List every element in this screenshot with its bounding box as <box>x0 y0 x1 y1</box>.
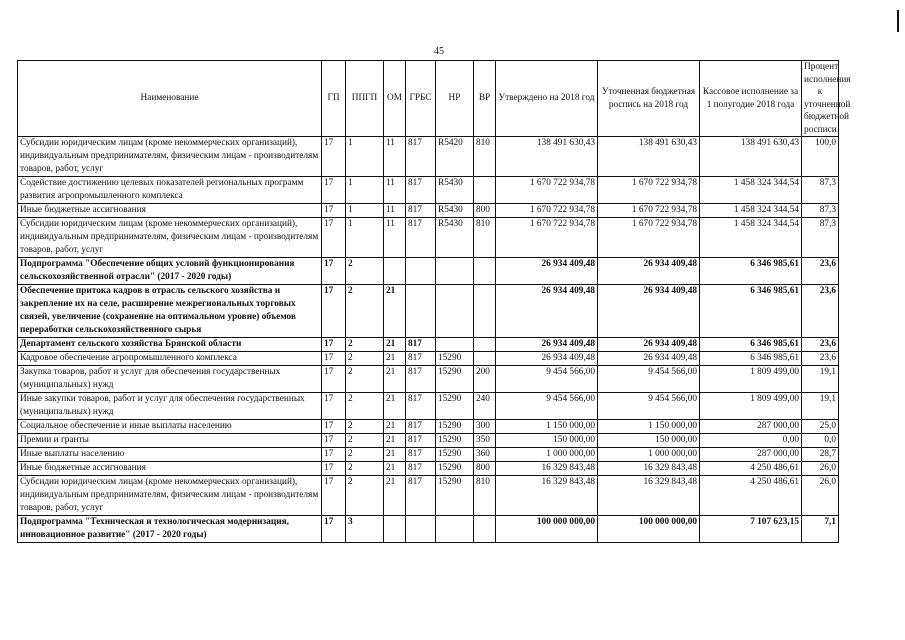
row-gp: 17 <box>322 204 346 218</box>
row-refined: 26 934 409,48 <box>598 285 700 338</box>
row-cash: 6 346 985,61 <box>700 285 802 338</box>
row-ppgp: 2 <box>346 476 384 516</box>
row-name: Иные бюджетные ассигнования <box>18 462 322 476</box>
row-om: 21 <box>384 338 406 352</box>
table-row <box>18 137 839 177</box>
row-percent: 23,6 <box>802 258 839 285</box>
row-gp: 17 <box>322 338 346 352</box>
table-row <box>18 476 839 516</box>
row-nr: R5430 <box>436 204 474 218</box>
row-grbs: 817 <box>406 204 436 218</box>
row-gp: 17 <box>322 137 346 177</box>
header-refined: Уточненная бюджетная роспись на 2018 год <box>598 61 700 137</box>
row-nr: 15290 <box>436 420 474 434</box>
row-gp: 17 <box>322 434 346 448</box>
row-grbs <box>406 258 436 285</box>
row-ppgp: 2 <box>346 352 384 366</box>
row-om: 21 <box>384 366 406 393</box>
row-percent: 23,6 <box>802 352 839 366</box>
row-approved: 150 000,00 <box>496 434 598 448</box>
row-cash: 1 458 324 344,54 <box>700 177 802 204</box>
row-om: 11 <box>384 204 406 218</box>
row-vr: 800 <box>474 204 496 218</box>
row-om: 21 <box>384 285 406 338</box>
row-approved: 138 491 630,43 <box>496 137 598 177</box>
row-gp: 17 <box>322 516 346 543</box>
row-vr: 300 <box>474 420 496 434</box>
row-vr <box>474 285 496 338</box>
page-edge-mark <box>897 10 899 32</box>
row-approved: 1 150 000,00 <box>496 420 598 434</box>
row-percent: 26,0 <box>802 476 839 516</box>
row-gp: 17 <box>322 366 346 393</box>
row-percent: 19,1 <box>802 366 839 393</box>
row-approved: 9 454 566,00 <box>496 366 598 393</box>
row-ppgp: 2 <box>346 448 384 462</box>
row-refined: 9 454 566,00 <box>598 366 700 393</box>
row-om: 11 <box>384 177 406 204</box>
table-row <box>18 338 839 352</box>
row-vr <box>474 516 496 543</box>
row-approved: 1 670 722 934,78 <box>496 204 598 218</box>
row-percent: 25,0 <box>802 420 839 434</box>
row-approved: 26 934 409,48 <box>496 338 598 352</box>
row-nr: 15290 <box>436 352 474 366</box>
row-cash: 6 346 985,61 <box>700 338 802 352</box>
row-percent: 19,1 <box>802 393 839 420</box>
row-cash: 1 809 499,00 <box>700 366 802 393</box>
row-ppgp: 2 <box>346 366 384 393</box>
row-gp: 17 <box>322 285 346 338</box>
row-vr: 200 <box>474 366 496 393</box>
row-grbs: 817 <box>406 462 436 476</box>
row-percent: 7,1 <box>802 516 839 543</box>
row-nr <box>436 285 474 338</box>
row-ppgp: 2 <box>346 393 384 420</box>
row-name: Закупка товаров, работ и услуг для обеспечения государственных (муниципальных) нужд <box>18 366 322 393</box>
row-om: 11 <box>384 137 406 177</box>
row-nr: R5420 <box>436 137 474 177</box>
row-om: 21 <box>384 448 406 462</box>
table-row <box>18 177 839 204</box>
row-name: Содействие достижению целевых показателей региональных программ развития агропромышленного комплекса <box>18 177 322 204</box>
row-percent: 87,3 <box>802 218 839 258</box>
row-om: 11 <box>384 218 406 258</box>
row-gp: 17 <box>322 258 346 285</box>
row-cash: 6 346 985,61 <box>700 258 802 285</box>
row-cash: 287 000,00 <box>700 448 802 462</box>
row-vr <box>474 338 496 352</box>
row-name: Обеспечение притока кадров в отрасль сельского хозяйства и закрепление их на селе, расширение межрегиональных торговых связей, увеличение (сохранение на оптимальном уровне) объемов переработки сельскохозяйственного сырья <box>18 285 322 338</box>
row-approved: 1 000 000,00 <box>496 448 598 462</box>
row-approved: 26 934 409,48 <box>496 258 598 285</box>
row-gp: 17 <box>322 476 346 516</box>
table-header-row <box>18 61 839 137</box>
row-approved: 1 670 722 934,78 <box>496 177 598 204</box>
header-cash: Кассовое исполнение за 1 полугодие 2018 года <box>700 61 802 137</box>
row-om: 21 <box>384 352 406 366</box>
row-name: Премии и гранты <box>18 434 322 448</box>
row-vr: 810 <box>474 218 496 258</box>
row-vr: 350 <box>474 434 496 448</box>
row-grbs: 817 <box>406 338 436 352</box>
header-vr: ВР <box>474 61 496 137</box>
row-name: Подпрограмма "Обеспечение общих условий функционирования сельскохозяйственной отрасли" (2017 - 2020 годы) <box>18 258 322 285</box>
row-refined: 1 150 000,00 <box>598 420 700 434</box>
header-ppgp: ППГП <box>346 61 384 137</box>
row-gp: 17 <box>322 177 346 204</box>
row-name: Субсидии юридическим лицам (кроме некоммерческих организаций), индивидуальным предпринимателям, физическим лицам - производителям товаров, работ, услуг <box>18 476 322 516</box>
row-refined: 16 329 843,48 <box>598 462 700 476</box>
row-nr: R5430 <box>436 177 474 204</box>
row-name: Иные выплаты населению <box>18 448 322 462</box>
row-name: Иные бюджетные ассигнования <box>18 204 322 218</box>
row-ppgp: 2 <box>346 462 384 476</box>
row-refined: 26 934 409,48 <box>598 338 700 352</box>
row-name: Субсидии юридическим лицам (кроме некоммерческих организаций), индивидуальным предпринимателям, физическим лицам - производителям товаров, работ, услуг <box>18 137 322 177</box>
header-name: Наименование <box>18 61 322 137</box>
table-row <box>18 462 839 476</box>
row-vr: 810 <box>474 137 496 177</box>
row-nr: 15290 <box>436 393 474 420</box>
row-cash: 287 000,00 <box>700 420 802 434</box>
row-nr: 15290 <box>436 366 474 393</box>
table-row <box>18 393 839 420</box>
row-ppgp: 2 <box>346 434 384 448</box>
row-om: 21 <box>384 420 406 434</box>
row-ppgp: 2 <box>346 285 384 338</box>
row-grbs <box>406 285 436 338</box>
row-ppgp: 2 <box>346 420 384 434</box>
row-om <box>384 258 406 285</box>
budget-table <box>17 60 851 543</box>
row-gp: 17 <box>322 218 346 258</box>
row-ppgp: 1 <box>346 204 384 218</box>
page-number: 45 <box>434 46 444 57</box>
row-refined: 1 670 722 934,78 <box>598 177 700 204</box>
row-grbs: 817 <box>406 177 436 204</box>
header-nr: НР <box>436 61 474 137</box>
row-approved: 1 670 722 934,78 <box>496 218 598 258</box>
table-body <box>18 137 839 543</box>
row-percent: 87,3 <box>802 177 839 204</box>
row-approved: 16 329 843,48 <box>496 462 598 476</box>
row-percent: 28,7 <box>802 448 839 462</box>
row-percent: 0,0 <box>802 434 839 448</box>
row-name: Подпрограмма "Техническая и технологическая модернизация, инновационное развитие" (2017 - 2020 годы) <box>18 516 322 543</box>
row-ppgp: 1 <box>346 218 384 258</box>
row-ppgp: 2 <box>346 338 384 352</box>
table-row <box>18 258 839 285</box>
row-cash: 4 250 486,61 <box>700 476 802 516</box>
row-name: Субсидии юридическим лицам (кроме некоммерческих организаций), индивидуальным предпринимателям, физическим лицам - производителям товаров, работ, услуг <box>18 218 322 258</box>
row-refined: 9 454 566,00 <box>598 393 700 420</box>
row-vr <box>474 352 496 366</box>
row-grbs: 817 <box>406 393 436 420</box>
table-row <box>18 448 839 462</box>
row-ppgp: 1 <box>346 137 384 177</box>
row-approved: 26 934 409,48 <box>496 285 598 338</box>
row-vr: 800 <box>474 462 496 476</box>
row-gp: 17 <box>322 448 346 462</box>
row-name: Кадровое обеспечение агропромышленного комплекса <box>18 352 322 366</box>
row-refined: 1 670 722 934,78 <box>598 218 700 258</box>
row-vr <box>474 258 496 285</box>
row-percent: 26,0 <box>802 462 839 476</box>
row-vr: 810 <box>474 476 496 516</box>
row-refined: 16 329 843,48 <box>598 476 700 516</box>
row-ppgp: 1 <box>346 177 384 204</box>
row-om <box>384 516 406 543</box>
row-om: 21 <box>384 462 406 476</box>
row-grbs: 817 <box>406 434 436 448</box>
table-row <box>18 352 839 366</box>
row-cash: 1 458 324 344,54 <box>700 204 802 218</box>
table-row <box>18 366 839 393</box>
row-vr: 360 <box>474 448 496 462</box>
table-row <box>18 420 839 434</box>
row-nr: 15290 <box>436 448 474 462</box>
row-cash: 1 458 324 344,54 <box>700 218 802 258</box>
row-grbs <box>406 516 436 543</box>
row-gp: 17 <box>322 462 346 476</box>
row-gp: 17 <box>322 393 346 420</box>
row-refined: 26 934 409,48 <box>598 352 700 366</box>
header-gp: ГП <box>322 61 346 137</box>
row-grbs: 817 <box>406 366 436 393</box>
row-percent: 23,6 <box>802 285 839 338</box>
row-percent: 87,3 <box>802 204 839 218</box>
row-approved: 26 934 409,48 <box>496 352 598 366</box>
row-refined: 100 000 000,00 <box>598 516 700 543</box>
row-grbs: 817 <box>406 218 436 258</box>
row-cash: 138 491 630,43 <box>700 137 802 177</box>
row-nr: 15290 <box>436 462 474 476</box>
row-vr: 240 <box>474 393 496 420</box>
row-nr <box>436 258 474 285</box>
row-om: 21 <box>384 476 406 516</box>
row-refined: 26 934 409,48 <box>598 258 700 285</box>
row-name: Социальное обеспечение и иные выплаты населению <box>18 420 322 434</box>
row-name: Иные закупки товаров, работ и услуг для обеспечения государственных (муниципальных) нужд <box>18 393 322 420</box>
row-grbs: 817 <box>406 476 436 516</box>
row-nr: R5430 <box>436 218 474 258</box>
row-refined: 138 491 630,43 <box>598 137 700 177</box>
row-cash: 6 346 985,61 <box>700 352 802 366</box>
table-row <box>18 285 839 338</box>
row-name: Департамент сельского хозяйства Брянской области <box>18 338 322 352</box>
row-cash: 0,00 <box>700 434 802 448</box>
row-grbs: 817 <box>406 352 436 366</box>
row-nr <box>436 516 474 543</box>
header-grbs: ГРБС <box>406 61 436 137</box>
row-cash: 7 107 623,15 <box>700 516 802 543</box>
row-gp: 17 <box>322 420 346 434</box>
header-percent: Процент исполнения к уточненной бюджетной росписи <box>802 61 839 137</box>
row-nr: 15290 <box>436 476 474 516</box>
row-approved: 16 329 843,48 <box>496 476 598 516</box>
row-gp: 17 <box>322 352 346 366</box>
row-ppgp: 3 <box>346 516 384 543</box>
row-cash: 4 250 486,61 <box>700 462 802 476</box>
row-refined: 150 000,00 <box>598 434 700 448</box>
row-percent: 100,0 <box>802 137 839 177</box>
row-grbs: 817 <box>406 137 436 177</box>
table-row <box>18 516 839 543</box>
row-grbs: 817 <box>406 420 436 434</box>
row-grbs: 817 <box>406 448 436 462</box>
row-vr <box>474 177 496 204</box>
table-row <box>18 218 839 258</box>
table-row <box>18 204 839 218</box>
row-cash: 1 809 499,00 <box>700 393 802 420</box>
row-ppgp: 2 <box>346 258 384 285</box>
row-refined: 1 000 000,00 <box>598 448 700 462</box>
row-om: 21 <box>384 393 406 420</box>
row-approved: 100 000 000,00 <box>496 516 598 543</box>
row-om: 21 <box>384 434 406 448</box>
row-nr: 15290 <box>436 434 474 448</box>
table-row <box>18 434 839 448</box>
row-percent: 23,6 <box>802 338 839 352</box>
row-nr <box>436 338 474 352</box>
header-om: ОМ <box>384 61 406 137</box>
row-refined: 1 670 722 934,78 <box>598 204 700 218</box>
row-approved: 9 454 566,00 <box>496 393 598 420</box>
header-approved: Утверждено на 2018 год <box>496 61 598 137</box>
